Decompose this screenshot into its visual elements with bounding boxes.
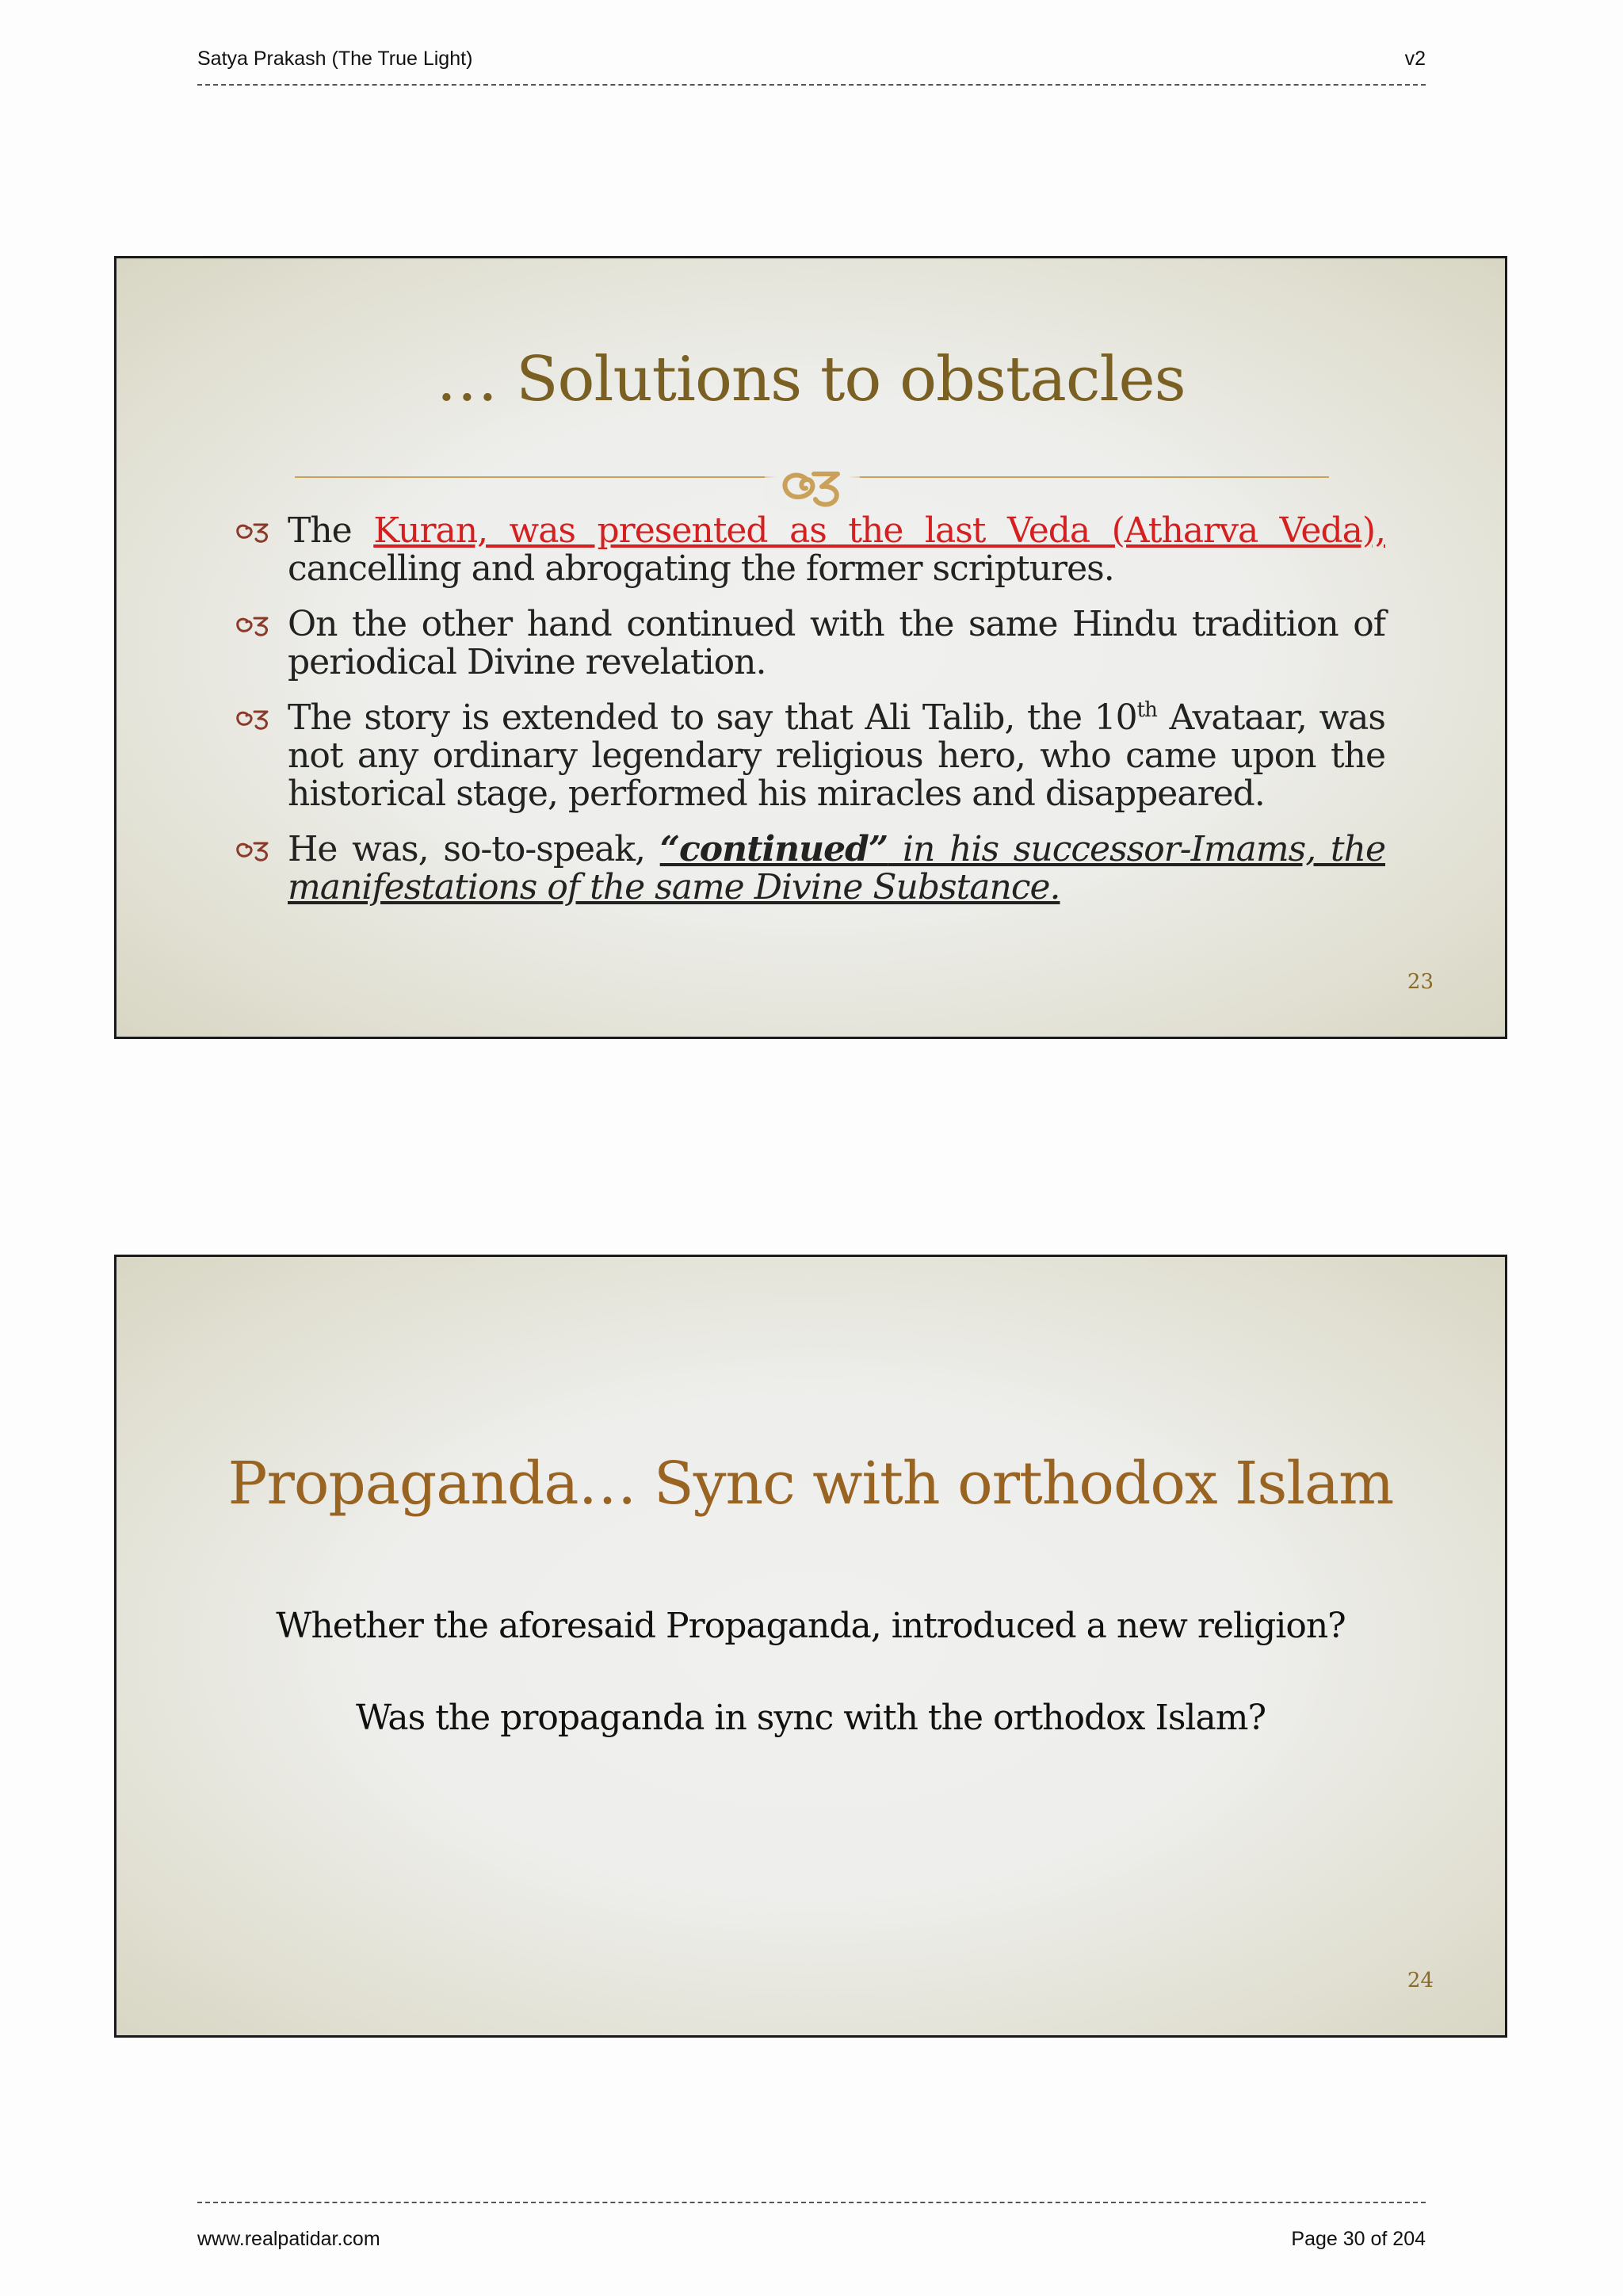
ornament-bullet-icon <box>234 520 273 544</box>
slide-number: 24 <box>1407 1969 1434 1992</box>
header-divider <box>197 84 1426 86</box>
bullet-text: cancelling and abrogating the former scriptures. <box>288 548 1114 589</box>
bullet-text: The story is extended to say that Ali Talib, the 10 <box>288 697 1137 738</box>
slide-24 <box>114 1255 1507 2038</box>
list-item <box>234 512 1504 588</box>
bullet-text: The <box>288 510 374 551</box>
document-title: Satya Prakash (The True Light) <box>197 48 473 70</box>
slide-title: Propaganda… Sync with orthodox Islam <box>227 1450 1394 1518</box>
emphasized-text: “continued” <box>659 829 888 869</box>
document-footer <box>197 2202 1426 2257</box>
slide-number: 23 <box>1407 970 1434 994</box>
document-version: v2 <box>1404 48 1426 70</box>
page-number: Page 30 of 204 <box>1291 2228 1426 2250</box>
ornament-icon <box>765 463 860 510</box>
italic-text: in his successor-Imams, the manifestations of the same Divine Substance. <box>288 829 1385 907</box>
question-text: Was the propaganda in sync with the orthodox Islam? <box>355 1698 1266 1738</box>
ornament-bullet-icon <box>234 613 273 637</box>
question-text: Whether the aforesaid Propaganda, introduced a new religion? <box>276 1606 1346 1646</box>
bullet-list <box>234 512 1504 924</box>
list-item <box>234 606 1504 682</box>
superscript: th <box>1136 698 1157 722</box>
bullet-text: He was, so-to-speak, <box>288 829 660 869</box>
slide-23 <box>114 256 1507 1039</box>
document-header <box>197 48 1426 95</box>
highlighted-text: Kuran, was presented as the last Veda (Atharva Veda), <box>373 510 1385 551</box>
ornament-bullet-icon <box>234 707 273 731</box>
bullet-text: On the other hand continued with the same Hindu tradition of periodical Divine revelation. <box>288 604 1385 682</box>
bullet-text: Avataar, was not any ordinary legendary religious hero, who came upon the historical stage, performed his miracles and disappeared. <box>288 697 1385 814</box>
list-item <box>234 699 1504 813</box>
website-link[interactable]: www.realpatidar.com <box>197 2228 380 2250</box>
slide-title: … Solutions to obstacles <box>436 344 1186 415</box>
footer-divider <box>197 2202 1426 2203</box>
list-item <box>234 831 1504 907</box>
ornament-bullet-icon <box>234 839 273 862</box>
